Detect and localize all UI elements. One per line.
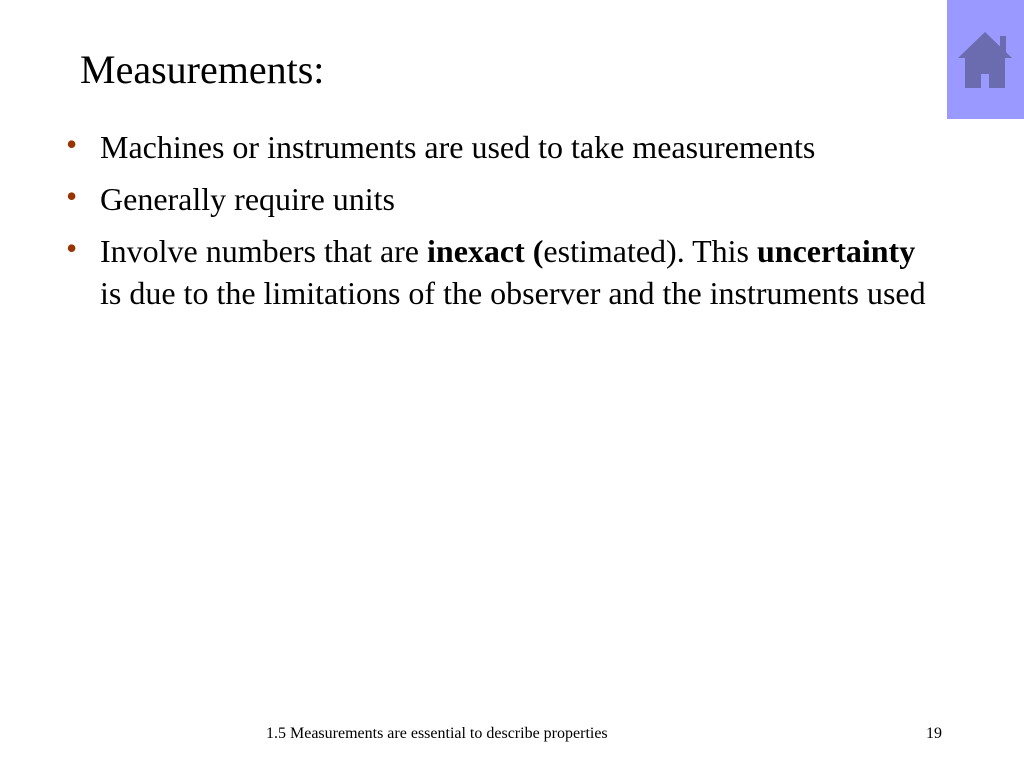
home-button[interactable] bbox=[947, 0, 1024, 119]
bullet-item bbox=[64, 126, 944, 168]
bullet-dot-icon: • bbox=[66, 230, 78, 266]
bullet-text: is due to the limitations of the observer and the instruments used bbox=[100, 275, 926, 311]
bullet-item bbox=[64, 230, 944, 314]
bullet-text-bold: uncertainty bbox=[757, 233, 916, 269]
bullet-dot-icon: • bbox=[66, 178, 78, 214]
bullet-dot-icon: • bbox=[66, 126, 78, 162]
slide-footer: 1.5 Measurements are essential to describe properties bbox=[266, 725, 608, 742]
bullet-item bbox=[64, 178, 944, 220]
bullet-text: Generally require units bbox=[100, 181, 395, 217]
bullet-text-bold: inexact ( bbox=[427, 233, 544, 269]
bullet-text: Machines or instruments are used to take measurements bbox=[100, 129, 816, 165]
bullet-text: estimated). This bbox=[543, 233, 757, 269]
slide-title: Measurements: bbox=[80, 47, 325, 92]
bullet-text: Involve numbers that are bbox=[100, 233, 427, 269]
home-icon bbox=[956, 28, 1014, 90]
bullet-list bbox=[64, 126, 944, 324]
page-number: 19 bbox=[926, 725, 942, 742]
